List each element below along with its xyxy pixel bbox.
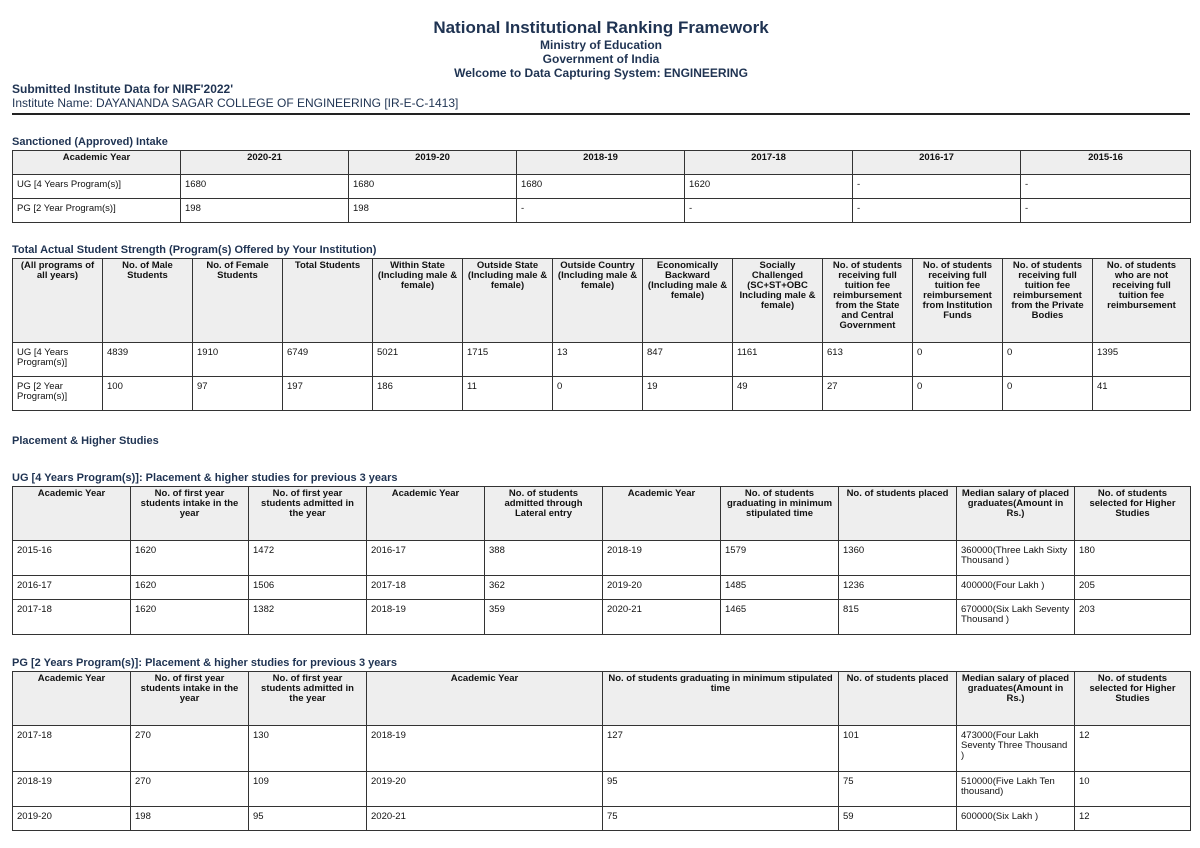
strength-cell: 41 xyxy=(1093,377,1191,411)
ug-placement-row xyxy=(13,600,1191,635)
pg-placement-header-cell: No. of first year students admitted in the year xyxy=(249,672,367,726)
intake-cell: 198 xyxy=(181,199,349,223)
pg-placement-cell: 2019-20 xyxy=(367,772,603,807)
pg-placement-cell: 198 xyxy=(131,807,249,831)
ug-placement-header-cell: Academic Year xyxy=(13,487,131,541)
page-title: National Institutional Ranking Framework xyxy=(433,18,769,37)
ug-placement-cell: 1360 xyxy=(839,541,957,576)
pg-placement-header-cell: Academic Year xyxy=(13,672,131,726)
pg-placement-cell: 59 xyxy=(839,807,957,831)
strength-cell: PG [2 Year Program(s)] xyxy=(13,377,103,411)
strength-header-cell: Economically Backward (Including male & female) xyxy=(643,259,733,343)
pg-placement-cell: 109 xyxy=(249,772,367,807)
strength-cell: 13 xyxy=(553,343,643,377)
intake-cell: 1680 xyxy=(349,175,517,199)
strength-row xyxy=(13,343,1191,377)
pg-placement-header-cell: No. of first year students intake in the year xyxy=(131,672,249,726)
document-header xyxy=(12,18,1190,80)
document-page xyxy=(12,18,1190,831)
ug-placement-cell: 2017-18 xyxy=(13,600,131,635)
strength-header-cell: (All programs of all years) xyxy=(13,259,103,343)
ug-placement-cell: 1620 xyxy=(131,541,249,576)
intake-cell: - xyxy=(685,199,853,223)
strength-cell: UG [4 Years Program(s)] xyxy=(13,343,103,377)
strength-cell: 0 xyxy=(913,377,1003,411)
strength-cell: 19 xyxy=(643,377,733,411)
ug-placement-cell: 362 xyxy=(485,576,603,600)
strength-header-cell: Outside State (Including male & female) xyxy=(463,259,553,343)
ug-placement-header-cell: No. of students graduating in minimum stipulated time xyxy=(721,487,839,541)
strength-cell: 1910 xyxy=(193,343,283,377)
ug-placement-cell: 1236 xyxy=(839,576,957,600)
strength-cell: 0 xyxy=(1003,343,1093,377)
ug-placement-row xyxy=(13,576,1191,600)
ug-placement-cell: 400000(Four Lakh ) xyxy=(957,576,1075,600)
institute-name: Institute Name: DAYANANDA SAGAR COLLEGE OF ENGINEERING [IR-E-C-1413] xyxy=(12,96,459,110)
intake-cell: - xyxy=(853,199,1021,223)
strength-header-cell: No. of students receiving full tuition fee reimbursement from the Private Bodies xyxy=(1003,259,1093,343)
intake-cell: UG [4 Years Program(s)] xyxy=(13,175,181,199)
strength-header-cell: Total Students xyxy=(283,259,373,343)
strength-cell: 6749 xyxy=(283,343,373,377)
pg-placement-header-cell: No. of students selected for Higher Studies xyxy=(1075,672,1191,726)
ug-placement-cell: 203 xyxy=(1075,600,1191,635)
strength-cell: 0 xyxy=(553,377,643,411)
intake-header-cell: Academic Year xyxy=(13,151,181,175)
ug-placement-cell: 1465 xyxy=(721,600,839,635)
ug-placement-header-cell: No. of students selected for Higher Studies xyxy=(1075,487,1191,541)
strength-cell: 1715 xyxy=(463,343,553,377)
ug-placement-cell: 1506 xyxy=(249,576,367,600)
intake-header-cell: 2017-18 xyxy=(685,151,853,175)
pg-placement-cell: 270 xyxy=(131,772,249,807)
pg-placement-cell: 95 xyxy=(249,807,367,831)
ug-placement-title: UG [4 Years Program(s)]: Placement & higher studies for previous 3 years xyxy=(12,472,398,484)
strength-cell: 0 xyxy=(913,343,1003,377)
placement-section-title: Placement & Higher Studies xyxy=(12,435,159,447)
strength-cell: 0 xyxy=(1003,377,1093,411)
intake-cell: - xyxy=(1021,175,1191,199)
pg-placement-row xyxy=(13,726,1191,772)
ug-placement-cell: 2020-21 xyxy=(603,600,721,635)
ug-placement-cell: 1620 xyxy=(131,600,249,635)
ug-placement-cell: 359 xyxy=(485,600,603,635)
strength-row xyxy=(13,377,1191,411)
ug-placement-cell: 205 xyxy=(1075,576,1191,600)
ug-placement-header-cell: Academic Year xyxy=(367,487,485,541)
ug-placement-cell: 2019-20 xyxy=(603,576,721,600)
ug-placement-header-cell: Academic Year xyxy=(603,487,721,541)
strength-header-cell: Within State (Including male & female) xyxy=(373,259,463,343)
ug-placement-row xyxy=(13,541,1191,576)
intake-cell: - xyxy=(1021,199,1191,223)
strength-cell: 186 xyxy=(373,377,463,411)
pg-placement-cell: 473000(Four Lakh Seventy Three Thousand ) xyxy=(957,726,1075,772)
strength-cell: 100 xyxy=(103,377,193,411)
ug-placement-table xyxy=(12,486,1191,635)
pg-placement-cell: 127 xyxy=(603,726,839,772)
ug-placement-cell: 360000(Three Lakh Sixty Thousand ) xyxy=(957,541,1075,576)
ug-placement-header-cell: No. of students placed xyxy=(839,487,957,541)
strength-cell: 1161 xyxy=(733,343,823,377)
pg-placement-cell: 510000(Five Lakh Ten thousand) xyxy=(957,772,1075,807)
ug-placement-cell: 2015-16 xyxy=(13,541,131,576)
strength-cell: 49 xyxy=(733,377,823,411)
ug-placement-cell: 1472 xyxy=(249,541,367,576)
intake-cell: 1620 xyxy=(685,175,853,199)
pg-placement-cell: 12 xyxy=(1075,807,1191,831)
pg-placement-cell: 2019-20 xyxy=(13,807,131,831)
ug-placement-cell: 1620 xyxy=(131,576,249,600)
strength-header-cell: Outside Country (Including male & female) xyxy=(553,259,643,343)
ug-placement-header-cell: No. of students admitted through Lateral entry xyxy=(485,487,603,541)
ug-placement-cell: 2018-19 xyxy=(603,541,721,576)
strength-cell: 847 xyxy=(643,343,733,377)
pg-placement-cell: 270 xyxy=(131,726,249,772)
pg-placement-row xyxy=(13,807,1191,831)
strength-cell: 27 xyxy=(823,377,913,411)
pg-placement-cell: 2018-19 xyxy=(367,726,603,772)
intake-header-cell: 2020-21 xyxy=(181,151,349,175)
intake-header-cell: 2016-17 xyxy=(853,151,1021,175)
strength-cell: 97 xyxy=(193,377,283,411)
strength-cell: 11 xyxy=(463,377,553,411)
ug-placement-cell: 1382 xyxy=(249,600,367,635)
ug-placement-cell: 2017-18 xyxy=(367,576,485,600)
intake-cell: PG [2 Year Program(s)] xyxy=(13,199,181,223)
strength-cell: 4839 xyxy=(103,343,193,377)
header-divider xyxy=(12,113,1190,115)
strength-header-cell: No. of students receiving full tuition fee reimbursement from Institution Funds xyxy=(913,259,1003,343)
intake-table xyxy=(12,150,1191,223)
pg-placement-cell: 75 xyxy=(603,807,839,831)
ug-placement-header-cell: No. of first year students intake in the year xyxy=(131,487,249,541)
strength-cell: 197 xyxy=(283,377,373,411)
intake-cell: - xyxy=(853,175,1021,199)
pg-placement-cell: 2020-21 xyxy=(367,807,603,831)
intake-cell: 198 xyxy=(349,199,517,223)
strength-cell: 5021 xyxy=(373,343,463,377)
ug-placement-header-cell: No. of first year students admitted in the year xyxy=(249,487,367,541)
intake-row xyxy=(13,199,1191,223)
ug-placement-cell: 1579 xyxy=(721,541,839,576)
ug-placement-header-cell: Median salary of placed graduates(Amount in Rs.) xyxy=(957,487,1075,541)
strength-header-cell: No. of students receiving full tuition fee reimbursement from the State and Central Government xyxy=(823,259,913,343)
intake-header-cell: 2015-16 xyxy=(1021,151,1191,175)
pg-placement-cell: 10 xyxy=(1075,772,1191,807)
strength-table xyxy=(12,258,1191,411)
intake-row xyxy=(13,175,1191,199)
strength-cell: 613 xyxy=(823,343,913,377)
pg-placement-title: PG [2 Years Program(s)]: Placement & higher studies for previous 3 years xyxy=(12,657,397,669)
ug-placement-cell: 180 xyxy=(1075,541,1191,576)
ug-placement-cell: 388 xyxy=(485,541,603,576)
intake-section-title: Sanctioned (Approved) Intake xyxy=(12,136,168,148)
pg-placement-cell: 95 xyxy=(603,772,839,807)
pg-placement-header-cell: No. of students graduating in minimum stipulated time xyxy=(603,672,839,726)
pg-placement-cell: 101 xyxy=(839,726,957,772)
ug-placement-cell: 2016-17 xyxy=(367,541,485,576)
pg-placement-table xyxy=(12,671,1191,831)
strength-header-cell: No. of students who are not receiving full tuition fee reimbursement xyxy=(1093,259,1191,343)
strength-cell: 1395 xyxy=(1093,343,1191,377)
intake-cell: 1680 xyxy=(181,175,349,199)
ug-placement-cell: 2018-19 xyxy=(367,600,485,635)
intake-cell: - xyxy=(517,199,685,223)
pg-placement-header-cell: No. of students placed xyxy=(839,672,957,726)
welcome-line: Welcome to Data Capturing System: ENGINEERING xyxy=(454,66,748,80)
ug-placement-cell: 2016-17 xyxy=(13,576,131,600)
pg-placement-cell: 2018-19 xyxy=(13,772,131,807)
submitted-heading: Submitted Institute Data for NIRF'2022' xyxy=(12,82,234,96)
pg-placement-cell: 12 xyxy=(1075,726,1191,772)
ug-placement-cell: 1485 xyxy=(721,576,839,600)
pg-placement-header-cell: Academic Year xyxy=(367,672,603,726)
pg-placement-cell: 600000(Six Lakh ) xyxy=(957,807,1075,831)
strength-section-title: Total Actual Student Strength (Program(s) Offered by Your Institution) xyxy=(12,244,377,256)
ministry-line: Ministry of Education xyxy=(539,38,662,52)
strength-header-cell: No. of Male Students xyxy=(103,259,193,343)
pg-placement-row xyxy=(13,772,1191,807)
intake-header-cell: 2019-20 xyxy=(349,151,517,175)
pg-placement-cell: 75 xyxy=(839,772,957,807)
strength-header-cell: Socially Challenged (SC+ST+OBC Including male & female) xyxy=(733,259,823,343)
pg-placement-cell: 2017-18 xyxy=(13,726,131,772)
strength-header-cell: No. of Female Students xyxy=(193,259,283,343)
intake-header-cell: 2018-19 xyxy=(517,151,685,175)
government-line: Government of India xyxy=(542,52,660,66)
pg-placement-cell: 130 xyxy=(249,726,367,772)
ug-placement-cell: 815 xyxy=(839,600,957,635)
intake-cell: 1680 xyxy=(517,175,685,199)
pg-placement-header-cell: Median salary of placed graduates(Amount in Rs.) xyxy=(957,672,1075,726)
ug-placement-cell: 670000(Six Lakh Seventy Thousand ) xyxy=(957,600,1075,635)
